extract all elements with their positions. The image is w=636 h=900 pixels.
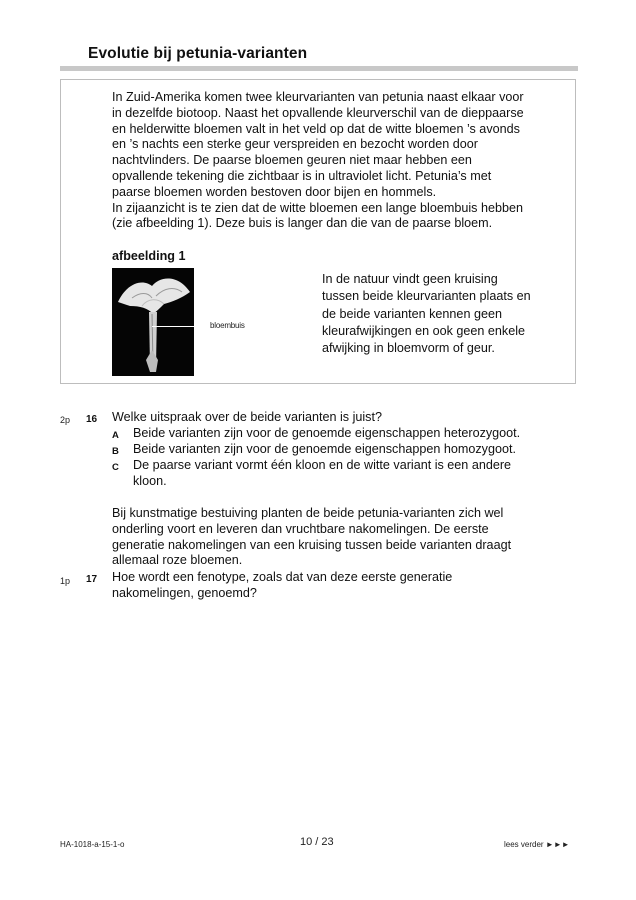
paragraph-line: generatie nakomelingen van een kruising tussen beide varianten draagt — [112, 537, 512, 552]
intro-line: opvallende tekening die zichtbaar is in ultraviolet licht. Petunia’s met — [112, 168, 492, 183]
petunia-flower-image — [112, 268, 194, 376]
page-number: 10 / 23 — [300, 836, 334, 848]
figure-side-text — [322, 271, 562, 357]
question-number: 16 — [86, 414, 98, 425]
pointer-label: bloembuis — [210, 321, 245, 330]
intro-line: (zie afbeelding 1). Deze buis is langer dan die van de paarse bloem. — [112, 216, 493, 231]
option-a: Beide varianten zijn voor de genoemde eigenschappen heterozygoot. — [133, 426, 521, 440]
option-letter-c: C — [112, 462, 119, 473]
option-c-continued: kloon. — [133, 474, 167, 488]
side-line: de beide varianten kennen geen — [322, 306, 502, 321]
side-line: tussen beide kleurvarianten plaats en — [322, 289, 531, 304]
title-divider — [60, 66, 578, 71]
question-text-continued: nakomelingen, genoemd? — [112, 586, 257, 600]
intro-line: In zijaanzicht is te zien dat de witte bloemen een lange bloembuis hebben — [112, 200, 523, 215]
context-paragraph — [112, 506, 552, 569]
side-line: afwijking in bloemvorm of geur. — [322, 341, 495, 356]
side-line: kleurafwijkingen en ook geen enkele — [322, 323, 526, 338]
intro-line: paarse bloemen worden bestoven door bijen en hommels. — [112, 184, 437, 199]
question-number: 17 — [86, 574, 98, 585]
side-line: In de natuur vindt geen kruising — [322, 272, 498, 286]
intro-line: en ’s nachts een sterke geur verspreiden en bezocht worden door — [112, 137, 478, 152]
intro-text — [112, 90, 562, 232]
intro-line: In Zuid-Amerika komen twee kleurvarianten van petunia naast elkaar voor — [112, 90, 524, 104]
intro-line: in dezelfde biotoop. Naast het opvallende kleurverschil van de dieppaarse — [112, 105, 524, 120]
intro-line: en helderwitte bloemen valt in het veld op dat de witte bloemen ’s avonds — [112, 121, 520, 136]
option-letter-a: A — [112, 430, 119, 441]
question-text: Hoe wordt een fenotype, zoals dat van deze eerste generatie — [112, 570, 453, 584]
option-letter-b: B — [112, 446, 119, 457]
paragraph-line: Bij kunstmatige bestuiving planten de beide petunia-varianten zich wel — [112, 506, 504, 520]
option-b: Beide varianten zijn voor de genoemde eigenschappen homozygoot. — [133, 442, 516, 456]
pointer-line — [152, 326, 208, 327]
intro-line: nachtvlinders. De paarse bloemen geuren niet maar hebben een — [112, 153, 472, 168]
page-title: Evolutie bij petunia-varianten — [88, 45, 308, 62]
question-points: 2p — [60, 415, 71, 425]
paragraph-line: allemaal roze bloemen. — [112, 553, 243, 568]
figure-label: afbeelding 1 — [112, 249, 186, 263]
option-c: De paarse variant vormt één kloon en de witte variant is een andere — [133, 458, 512, 472]
flower-photo — [112, 268, 194, 376]
next-page-hint: lees verder ►►► — [504, 840, 570, 849]
question-points: 1p — [60, 576, 71, 586]
question-text: Welke uitspraak over de beide varianten is juist? — [112, 410, 382, 424]
paragraph-line: onderling voort en leveren dan vruchtbare nakomelingen. De eerste — [112, 521, 489, 536]
document-code: HA-1018-a-15-1-o — [60, 840, 125, 849]
